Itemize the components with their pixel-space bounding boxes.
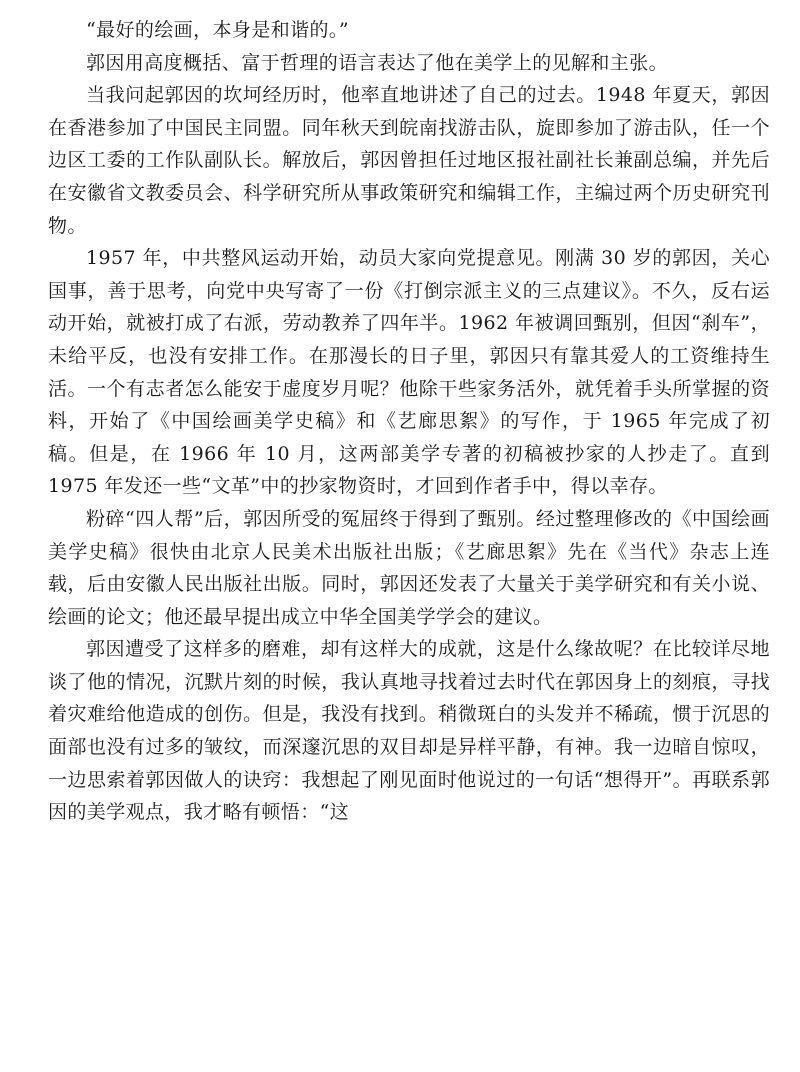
paragraph-rehabilitation: 粉碎“四人帮”后，郭因所受的冤屈终于得到了甄别。经过整理修改的《中国绘画美学史稿》很快由北京人民美术出版社出版；《艺廊思絮》先在《当代》杂志上连载，后由安徽人民出版社出版。同时，郭因还发表了大量关于美学研究和有关小说、绘画的论文；他还最早提出成立中华全国美学学会的建议。: [48, 507, 770, 628]
paragraph-reflection: 郭因遭受了这样多的磨难，却有这样大的成就，这是什么缘故呢？在比较详尽地谈了他的情况，沉默片刻的时候，我认真地寻找着过去时代在郭因身上的刻痕，寻找着灾难给他造成的创伤。但是，我没有找到。稍微斑白的头发并不稀疏，惯于沉思的面部也没有过多的皱纹，而深邃沉思的双目却是异样平静，有神。我一边暗自惊叹，一边思索着郭因做人的诀窍：我想起了刚见面时他说过的一句话“想得开”。再联系郭因的美学观点，我才略有顿悟：“这: [48, 638, 770, 824]
paragraph-aesthetics: 郭因用高度概括、富于哲理的语言表达了他在美学上的见解和主张。: [86, 51, 669, 74]
paragraph-quote: “最好的绘画，本身是和谐的。”: [86, 19, 349, 41]
paragraph-history: 当我问起郭因的坎坷经历时，他率直地讲述了自己的过去。1948 年夏天，郭因在香港参加了中国民主同盟。同年秋天到皖南找游击队，旋即参加了游击队，任一个边区工委的工作队副队长。解放后，郭因曾担任过地区报社副社长兼副总编，并先后在安徽省文教委员会、科学研究所从事政策研究和编辑工作，主编过两个历史研究刊物。: [48, 84, 770, 237]
document-page: [48, 14, 770, 829]
paragraph-1957: 1957 年，中共整风运动开始，动员大家向党提意见。刚满 30 岁的郭因，关心国事，善于思考，向党中央写寄了一份《打倒宗派主义的三点建议》。不久，反右运动开始，就被打成了右派，劳动教养了四年半。1962 年被调回甄别，但因“刹车”，未给平反，也没有安排工作。在那漫长的日子里，郭因只有靠其爱人的工资维持生活。一个有志者怎么能安于虚度岁月呢？他除干些家务活外，就凭着手头所掌握的资料，开始了《中国绘画美学史稿》和《艺廊思絮》的写作，于 1965 年完成了初稿。但是，在 1966 年 10 月，这两部美学专著的初稿被抄家的人抄走了。直到 1975 年发还一些“文革”中的抄家物资时，才回到作者手中，得以幸存。: [48, 247, 770, 498]
